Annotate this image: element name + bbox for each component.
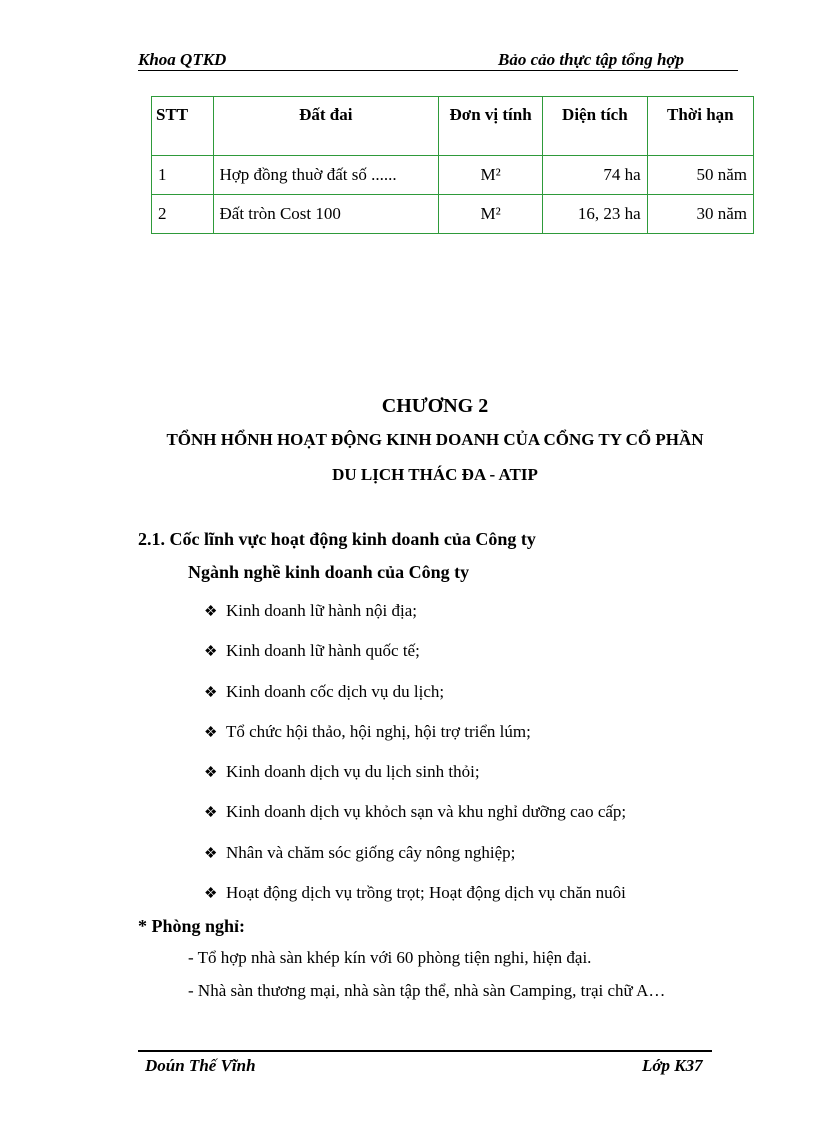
diamond-bullet-icon: ❖ <box>204 685 218 701</box>
diamond-bullet-icon: ❖ <box>204 765 218 781</box>
diamond-bullet-icon: ❖ <box>204 805 218 821</box>
list-item <box>204 682 444 702</box>
list-item <box>204 722 531 742</box>
rooms-item: - Nhà sàn thương mại, nhà sàn tập thể, nhà sàn Camping, trại chữ A… <box>188 981 666 1000</box>
col-header-term: Thời hạn <box>647 97 753 156</box>
list-item-text: Kinh doanh dịch vụ du lịch sinh thỏi; <box>226 762 480 781</box>
list-item-text: Nhân và chăm sóc giống cây nông nghiệp; <box>226 843 516 862</box>
list-item-text: Tổ chức hội thảo, hội nghị, hội trợ triển lúm; <box>226 722 531 741</box>
header-left: Khoa QTKD <box>138 50 227 69</box>
cell-area: 16, 23 ha <box>543 195 648 234</box>
footer-right: Lớp K37 <box>642 1056 703 1075</box>
cell-land: Hợp đồng thuờ đất số ...... <box>213 156 439 195</box>
chapter-title-line-1: TỔNH HỔNH HOẠT ĐỘNG KINH DOANH CỦA CỔNG TY CỔ PHẦN <box>166 430 704 449</box>
col-header-unit: Đơn vị tính <box>439 97 543 156</box>
cell-term: 30 năm <box>647 195 753 234</box>
list-item <box>204 802 626 822</box>
col-header-stt: STT <box>152 97 214 156</box>
list-item <box>204 843 515 863</box>
cell-stt: 1 <box>152 156 214 195</box>
diamond-bullet-icon: ❖ <box>204 886 218 902</box>
table-row <box>152 195 754 234</box>
section-subheading: Ngành nghề kinh doanh của Công ty <box>188 562 470 582</box>
diamond-bullet-icon: ❖ <box>204 725 218 741</box>
table-row <box>152 156 754 195</box>
cell-unit: M² <box>439 156 543 195</box>
footer-left: Doún Thế Vĩnh <box>145 1056 256 1075</box>
cell-area: 74 ha <box>543 156 648 195</box>
diamond-bullet-icon: ❖ <box>204 846 218 862</box>
footer-rule <box>138 1050 712 1052</box>
list-item-text: Kinh doanh lữ hành quốc tế; <box>226 641 420 660</box>
col-header-area: Diện tích <box>543 97 648 156</box>
table-header-row <box>152 97 754 156</box>
list-item-text: Kinh doanh cốc dịch vụ du lịch; <box>226 682 445 701</box>
diamond-bullet-icon: ❖ <box>204 644 218 660</box>
cell-land: Đất tròn Cost 100 <box>213 195 439 234</box>
rooms-item: - Tổ hợp nhà sàn khép kín với 60 phòng tiện nghi, hiện đại. <box>188 948 592 967</box>
cell-unit: M² <box>439 195 543 234</box>
header-right: Bảo cảo thực tập tổng hợp <box>498 50 685 69</box>
list-item <box>204 601 417 621</box>
list-item <box>204 641 420 661</box>
list-item <box>204 762 480 782</box>
section-heading: 2.1. Cốc lĩnh vực hoạt động kinh doanh của Công ty <box>138 529 536 549</box>
diamond-bullet-icon: ❖ <box>204 604 218 620</box>
chapter-title-line-2: DU LỊCH THÁC ĐA - ATIP <box>332 465 538 484</box>
list-item <box>204 883 626 903</box>
rooms-heading: * Phòng nghỉ: <box>138 916 246 936</box>
header-rule <box>138 70 738 71</box>
cell-stt: 2 <box>152 195 214 234</box>
chapter-number: CHƯƠNG 2 <box>381 395 489 417</box>
list-item-text: Hoạt động dịch vụ trồng trọt; Hoạt động dịch vụ chăn nuôi <box>226 883 626 902</box>
list-item-text: Kinh doanh dịch vụ khỏch sạn và khu nghỉ dưỡng cao cấp; <box>226 802 627 821</box>
cell-term: 50 năm <box>647 156 753 195</box>
col-header-land: Đất đai <box>213 97 439 156</box>
list-item-text: Kinh doanh lữ hành nội địa; <box>226 601 417 620</box>
land-table <box>151 96 754 234</box>
